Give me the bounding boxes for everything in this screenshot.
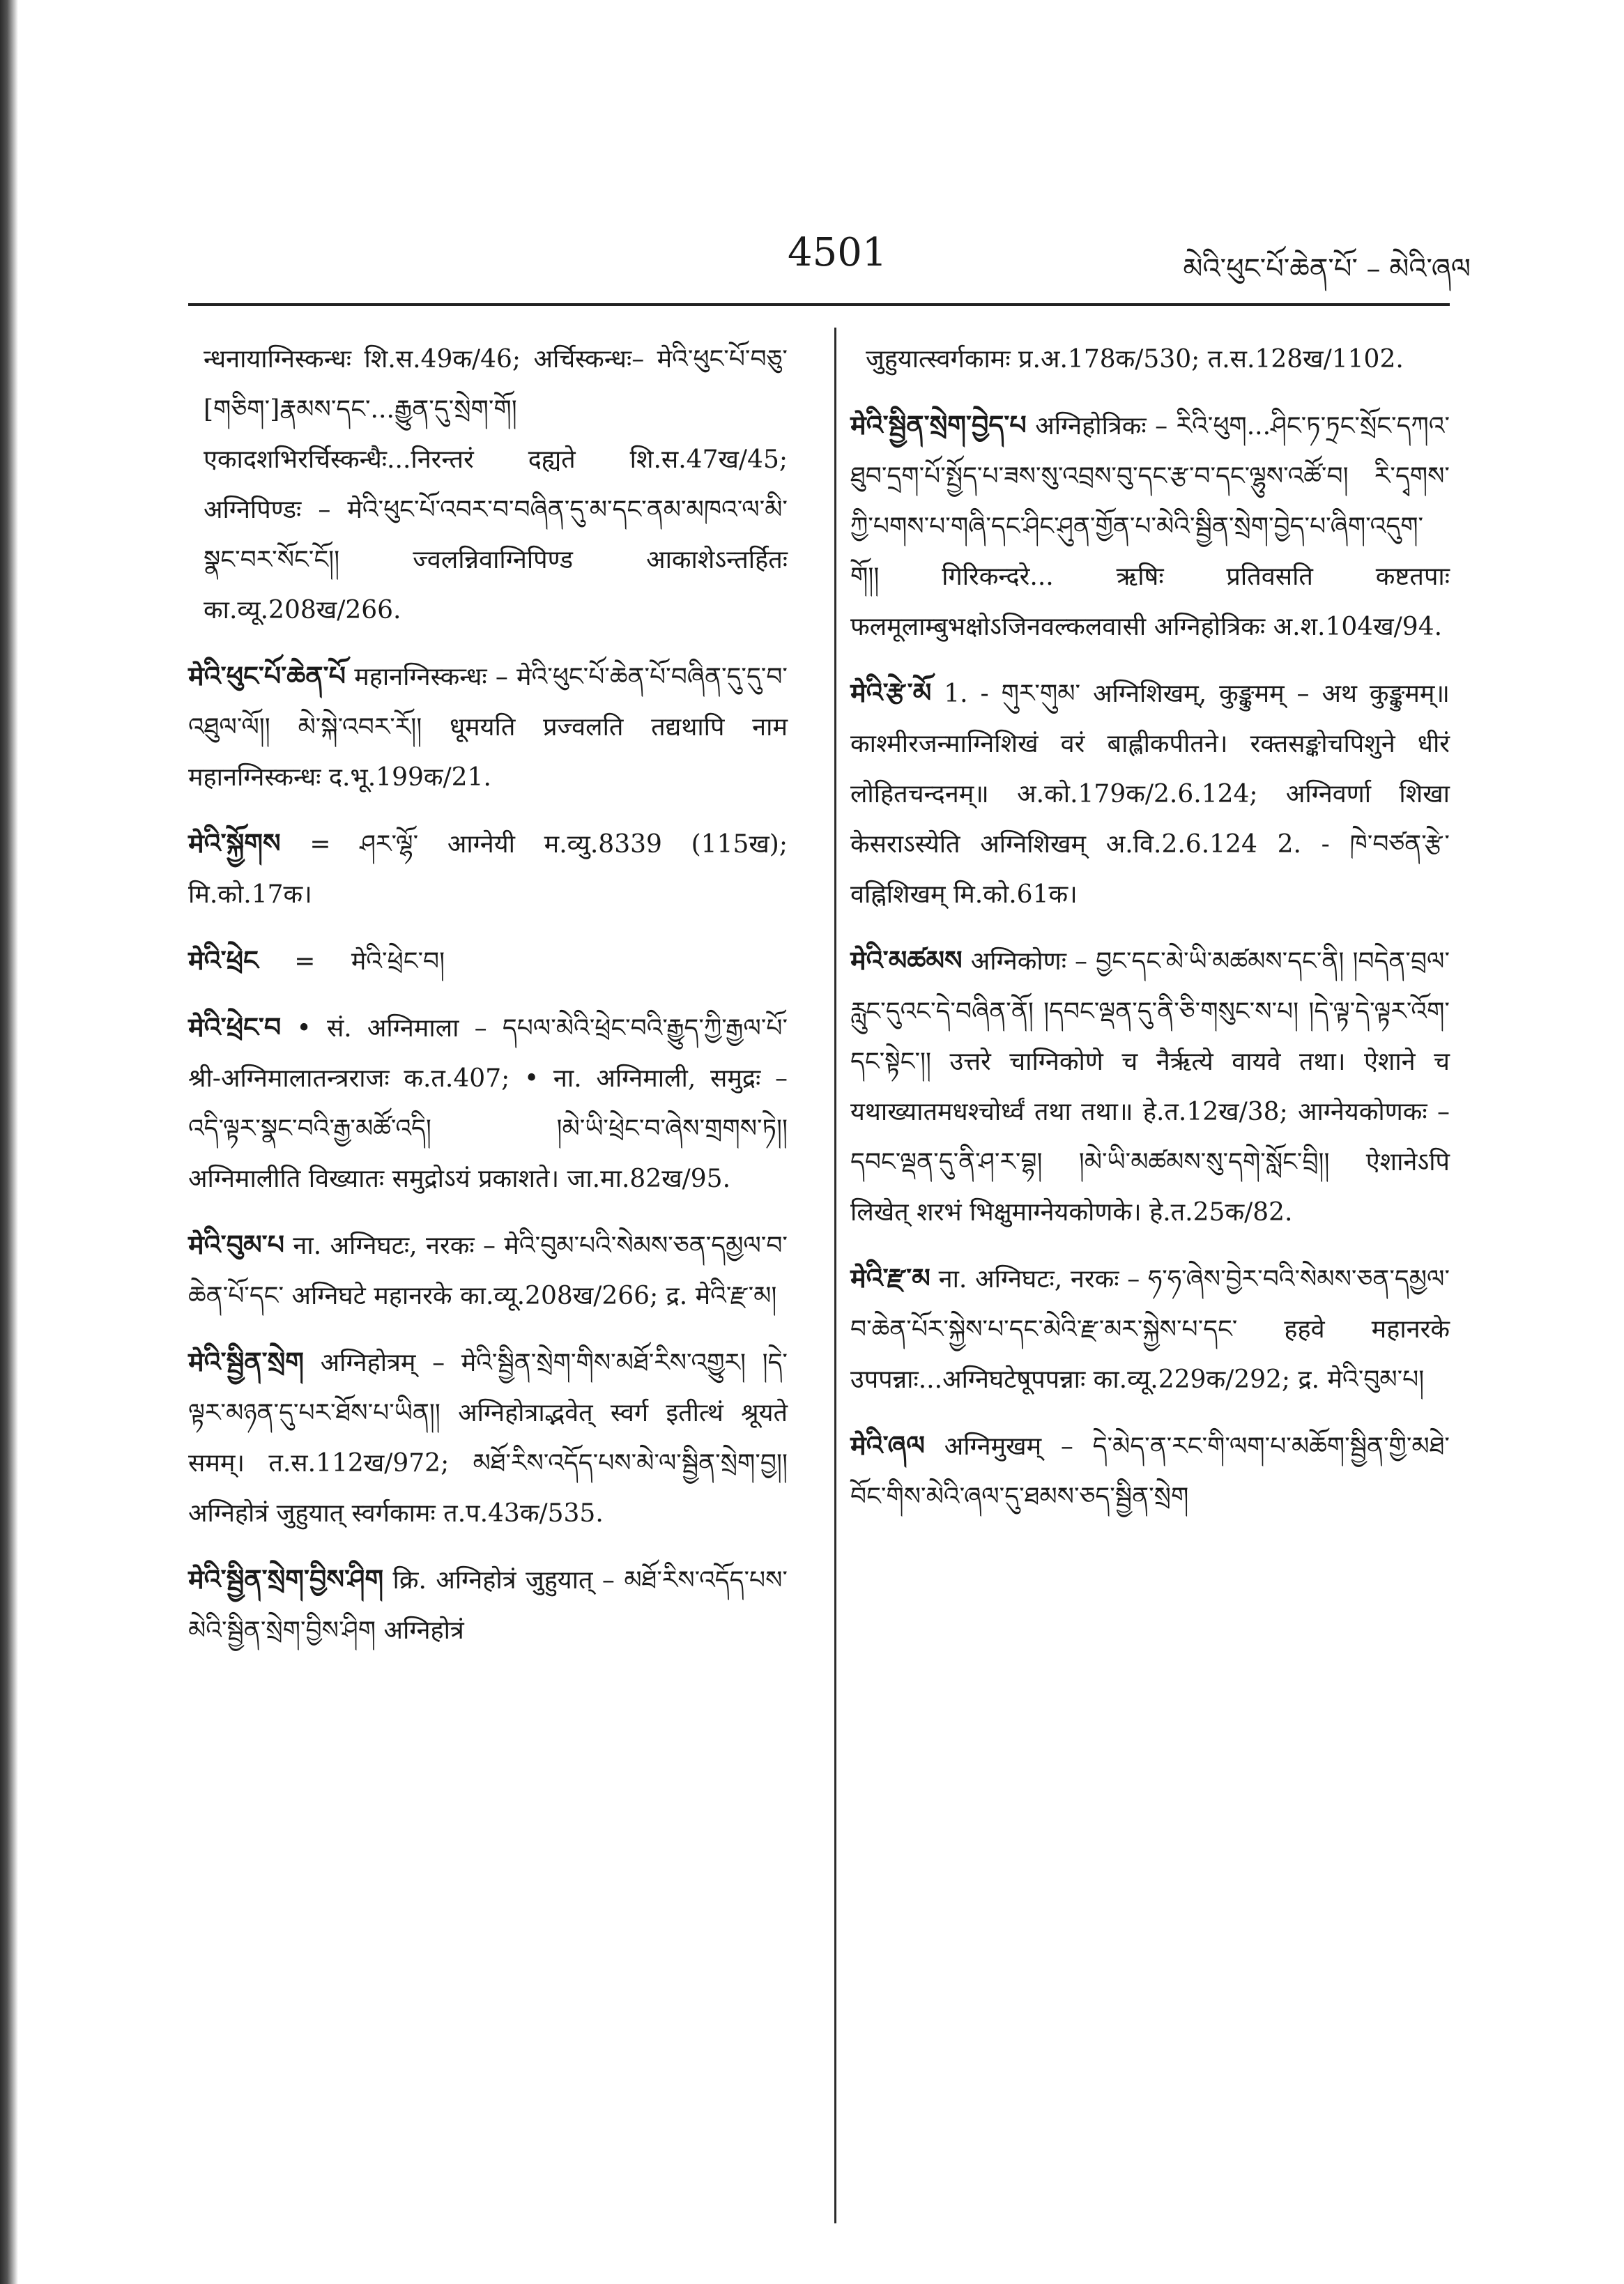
entry-headword: मेའི་སྐྱོགས — [188, 827, 281, 859]
dictionary-entry — [850, 1420, 1450, 1522]
dictionary-entry — [188, 1220, 788, 1321]
entry-text: अग्निहोत्रिकः – རིའི་ཕུག...ཤིང་ཏ་ཏྲང་སྲོང་དཀའ་ཐུབ་དྲག་པོ་སྤྱོད་པ་ཟས་སུ་འབྲས་བུ་དང་རྩ་བ་དང་ལྷུས་འཚོ་བ། རི་དྭགས་ཀྱི་པགས་པ་གཞི་དང་ཤིང་ཤུན་གྱོན་པ་མེའི་སྦྱིན་སྲེག་བྱེད་པ་ཞིག་འདུག་གོ།། गिरिकन्दरे... ऋषिः प्रतिवसति कष्टतपाः फलमूलाम्बुभक्षोऽजिनवल्कलवासी अग्निहोत्रिकः अ.श.104ख/94. — [850, 412, 1450, 641]
left-column — [188, 335, 788, 1671]
entry-headword: मेའི་སྦྱིན་སྲེག་བྱེད་པ — [850, 409, 1027, 440]
dictionary-entry — [188, 651, 788, 803]
entry-headword: मेའི་མཚམས — [850, 944, 963, 976]
dictionary-entry — [188, 1002, 788, 1204]
dictionary-entry — [188, 1337, 788, 1539]
entry-text: = ཤར་ལྷོ་ आग्नेयी म.व्यु.8339 (115ख); मि.को.17क। — [188, 830, 788, 909]
dictionary-entry — [850, 935, 1450, 1238]
dictionary-entry — [188, 935, 788, 987]
running-head: མེའི་ཕུང་པོ་ཆེན་པོ་ – མེའི་ཞལ — [1183, 253, 1471, 285]
entry-headword: मेའི་བུམ་པ — [188, 1229, 285, 1260]
dictionary-entry — [188, 818, 788, 920]
entry-text: क्रि. अग्निहोत्रं जुहुयात् – མཐོ་རིས་འདོད་པས་མེའི་སྦྱིན་སྲེག་བྱིས་ཤིག अग्निहोत्रं — [188, 1566, 788, 1645]
entry-equals: = — [294, 947, 316, 976]
entry-headword: मेའི་ཕྲེང — [188, 944, 259, 976]
entry-text: 1. - གུར་གུམ་ अग्निशिखम्, कुङ्कुमम् – अथ कुङ्कुमम्॥ काश्मीरजन्माग्निशिखं वरं बाह्लीकपीतने। रक्तसङ्कोचपिशुने धीरं लोहितचन्दनम्॥ अ.को.179क/2.6.124; अग्निवर्णा शिखा केसराऽस्येति अग्निशिखम् अ.वि.2.6.124 2. - ཁེ་བཙན་རྩེ་ वह्निशिखम् मि.को.61क। — [850, 680, 1450, 909]
entry-text: महानग्निस्कन्धः – मेའི་ཕུང་པོ་ཆེན་པོ་བཞིན་དུ་དུ་བ་འཐུལ་ལོ།། མེ་སྐེ་འབར་རོ།། धूमयति प्रज्वलति तद्यथापि नाम महानग्निस्कन्धः द.भू.199क/21. — [188, 663, 788, 792]
entry-headword: मेའི་རྫ་མ — [850, 1262, 930, 1294]
entry-text: ना. अग्निघटः, नरकः – मेའི་བུམ་པའི་སེམས་ཅན་དམྱལ་བ་ཆེན་པོ་དང་ अग्निघटे महानरके का.व्यू.208ख/266; द्र. मेའི་རྫ་མ། — [188, 1232, 788, 1310]
right-continuation: जुहुयात्स्वर्गकामः प्र.अ.178क/530; त.स.128ख/1102. — [866, 345, 1404, 374]
dictionary-entry — [850, 668, 1450, 920]
entry-text: • सं. अग्निमाला – དཔལ་མེའི་ཕྲེང་བའི་རྒྱུད་ཀྱི་རྒྱལ་པོ་ श्री-अग्निमालातन्त्रराजः क.त.407; • ना. अग्निमाली, समुद्रः – འདི་ལྟར་སྣང་བའི་རྒྱ་མཚོ་འདི། །མེ་ཡི་ཕྲེང་བ་ཞེས་གྲགས་ཏེ།། अग्निमालीति विख्यातः समुद्रोऽयं प्रकाशते। जा.मा.82ख/95. — [188, 1014, 788, 1193]
entry-headword: मेའི་རྩེ་མོ — [850, 677, 932, 708]
header-rule — [188, 303, 1450, 306]
left-continuation: न्धनायाग्निस्कन्धः शि.स.49क/46; अर्चिस्कन्धः– मेའི་ཕུང་པོ་བཅུ་[གཅིག་]རྣམས་དང་...རྒྱུན་དུ་སྲེག་གོ། एकादशभिरर्चिस्कन्धैः...निरन्तरं दह्यते शि.स.47ख/45; अग्निपिण्डः – मेའི་ཕུང་པོ་འབར་བ་བཞིན་དུ་མ་དང་ནམ་མཁའ་ལ་མི་སྣང་བར་སོང་ངོ།། ज्वलन्निवाग्निपिण्ड आकाशेऽन्तर्हितः का.व्यू.208ख/266. — [204, 345, 788, 624]
entry-text: अग्निमुखम् – དེ་མེད་ན་རང་གི་ལག་པ་མཆོག་སྦྱིན་གྱི་མཐེ་བོང་གིས་མེའི་ཞལ་དུ་ཐམས་ཅད་སྦྱིན་སྲེག — [850, 1432, 1450, 1511]
dictionary-entry — [188, 1554, 788, 1656]
entry-text: अग्निकोणः – བྱང་དང་མེ་ཡི་མཚམས་དང་ནི། །བདེན་བྲལ་རླུང་དུའང་དེ་བཞིན་ནོ། །དབང་ལྡན་དུ་ནི་ཅི་གསུང་ས་པ། །དེ་ལྟ་དེ་ལྟར་འོག་དང་སྟེང་།། उत्तरे चाग्निकोणे च नैर्ऋत्ये वायवे तथा। ऐशाने च यथाख्यातमधश्चोर्ध्वं तथा तथा॥ हे.त.12ख/38; आग्नेयकोणकः – དབང་ལྡན་དུ་ནི་ཤ་ར་བྷ། །མེ་ཡི་མཚམས་སུ་དགེ་སློང་བྲི།། ऐशानेऽपि लिखेत् शरभं भिक्षुमाग्नेयकोणके। हे.त.25क/82. — [850, 947, 1450, 1227]
entry-headword: मेའི་ཞལ — [850, 1430, 925, 1461]
page-header — [0, 209, 1624, 286]
dictionary-entry — [850, 400, 1450, 652]
column-divider — [834, 328, 836, 2223]
entry-headword: मेའི་སྦྱིན་སྲེག་བྱིས་ཤིག — [188, 1563, 384, 1595]
entry-headword: मेའི་སྦྱིན་སྲེག — [188, 1346, 305, 1377]
page-binding-edge — [0, 0, 18, 2284]
entry-headword: मेའི་ཕྲེང་བ — [188, 1011, 282, 1043]
entry-text: ना. अग्निघटः, नरकः – ཧ་ཧ་ཞེས་བྱེར་བའི་སེམས་ཅན་དམྱལ་བ་ཆེན་པོར་སྐྱེས་པ་དང་མེའི་རྫ་མར་སྐྱེས་པ་དང་ हहवे महानरके उपपन्नाः...अग्निघटेषूपपन्नाः का.व्यू.229क/292; द्र. मेའི་བུམ་པ། — [850, 1265, 1450, 1394]
entry-crossref: मेའི་ཕྲེང་བ། — [351, 947, 445, 976]
entry-text: अग्निहोत्रम् – मेའི་སྦྱིན་སྲེག་གིས་མཐོ་རིས་འགྱུར། །དེ་ལྟར་མཉན་དུ་པར་ཐོས་པ་ཡིན།། अग्निहोत्राद्भवेत् स्वर्ग इतीत्थं श्रूयते समम्। त.स.112ख/972; མཐོ་རིས་འདོད་པས་མེ་ལ་སྦྱིན་སྲེག་བྱ།། अग्निहोत्रं जुहुयात् स्वर्गकामः त.प.43क/535. — [188, 1349, 788, 1528]
dictionary-entry — [850, 1253, 1450, 1405]
right-column — [850, 335, 1450, 1538]
entry-headword: मेའི་ཕུང་པོ་ཆེན་པོ — [188, 660, 346, 691]
page-number: 4501 — [788, 230, 887, 275]
